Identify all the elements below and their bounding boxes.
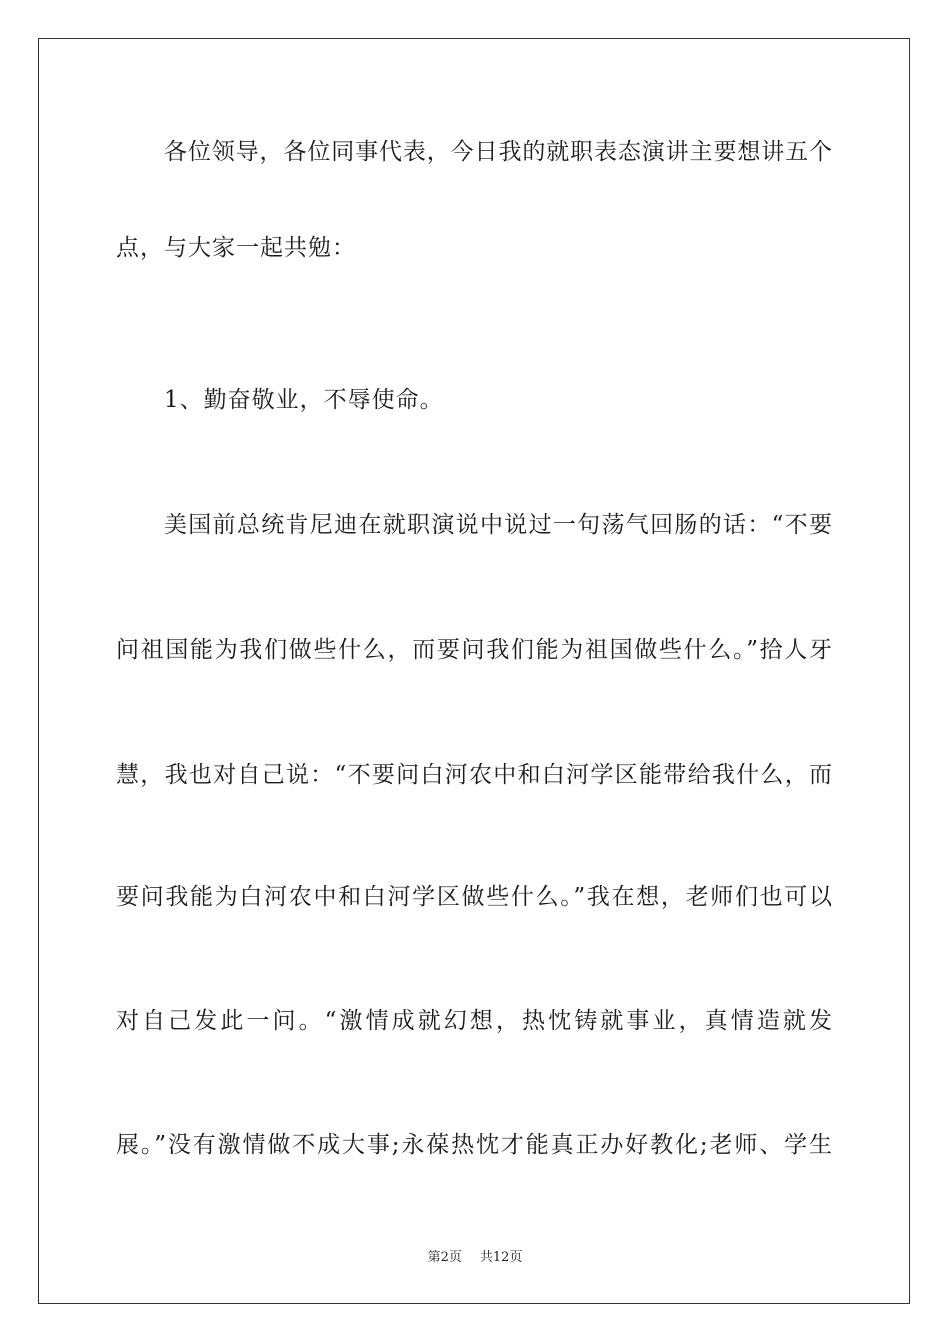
- paragraph-line-5: 问祖国能为我们做些什么，而要问我们能为祖国做些什么。”拾人牙: [116, 637, 832, 663]
- paragraph-line-6: 慧，我也对自己说：“不要问白河农中和白河学区能带给我什么，而: [116, 762, 832, 788]
- paragraph-line-9: 展。”没有激情做不成大事;永葆热忱才能真正办好教化;老师、学生: [116, 1132, 832, 1158]
- paragraph-line-4: 美国前总统肯尼迪在就职演说中说过一句荡气回肠的话：“不要: [164, 512, 832, 538]
- paragraph-line-1: 各位领导，各位同事代表，今日我的就职表态演讲主要想讲五个: [164, 139, 832, 165]
- paragraph-line-2: 点，与大家一起共勉：: [116, 235, 356, 261]
- section-heading: 1、勤奋敬业，不辱使命。: [164, 387, 444, 413]
- page-number-current: 第2页: [427, 1250, 462, 1265]
- paragraph-line-7: 要问我能为白河农中和白河学区做些什么。”我在想，老师们也可以: [116, 884, 832, 910]
- page-frame: [38, 38, 910, 1304]
- page-number-total: 共12页: [479, 1250, 523, 1265]
- page-footer: [0, 1246, 950, 1265]
- paragraph-line-8: 对自己发此一问。“激情成就幻想，热忱铸就事业，真情造就发: [116, 1008, 832, 1034]
